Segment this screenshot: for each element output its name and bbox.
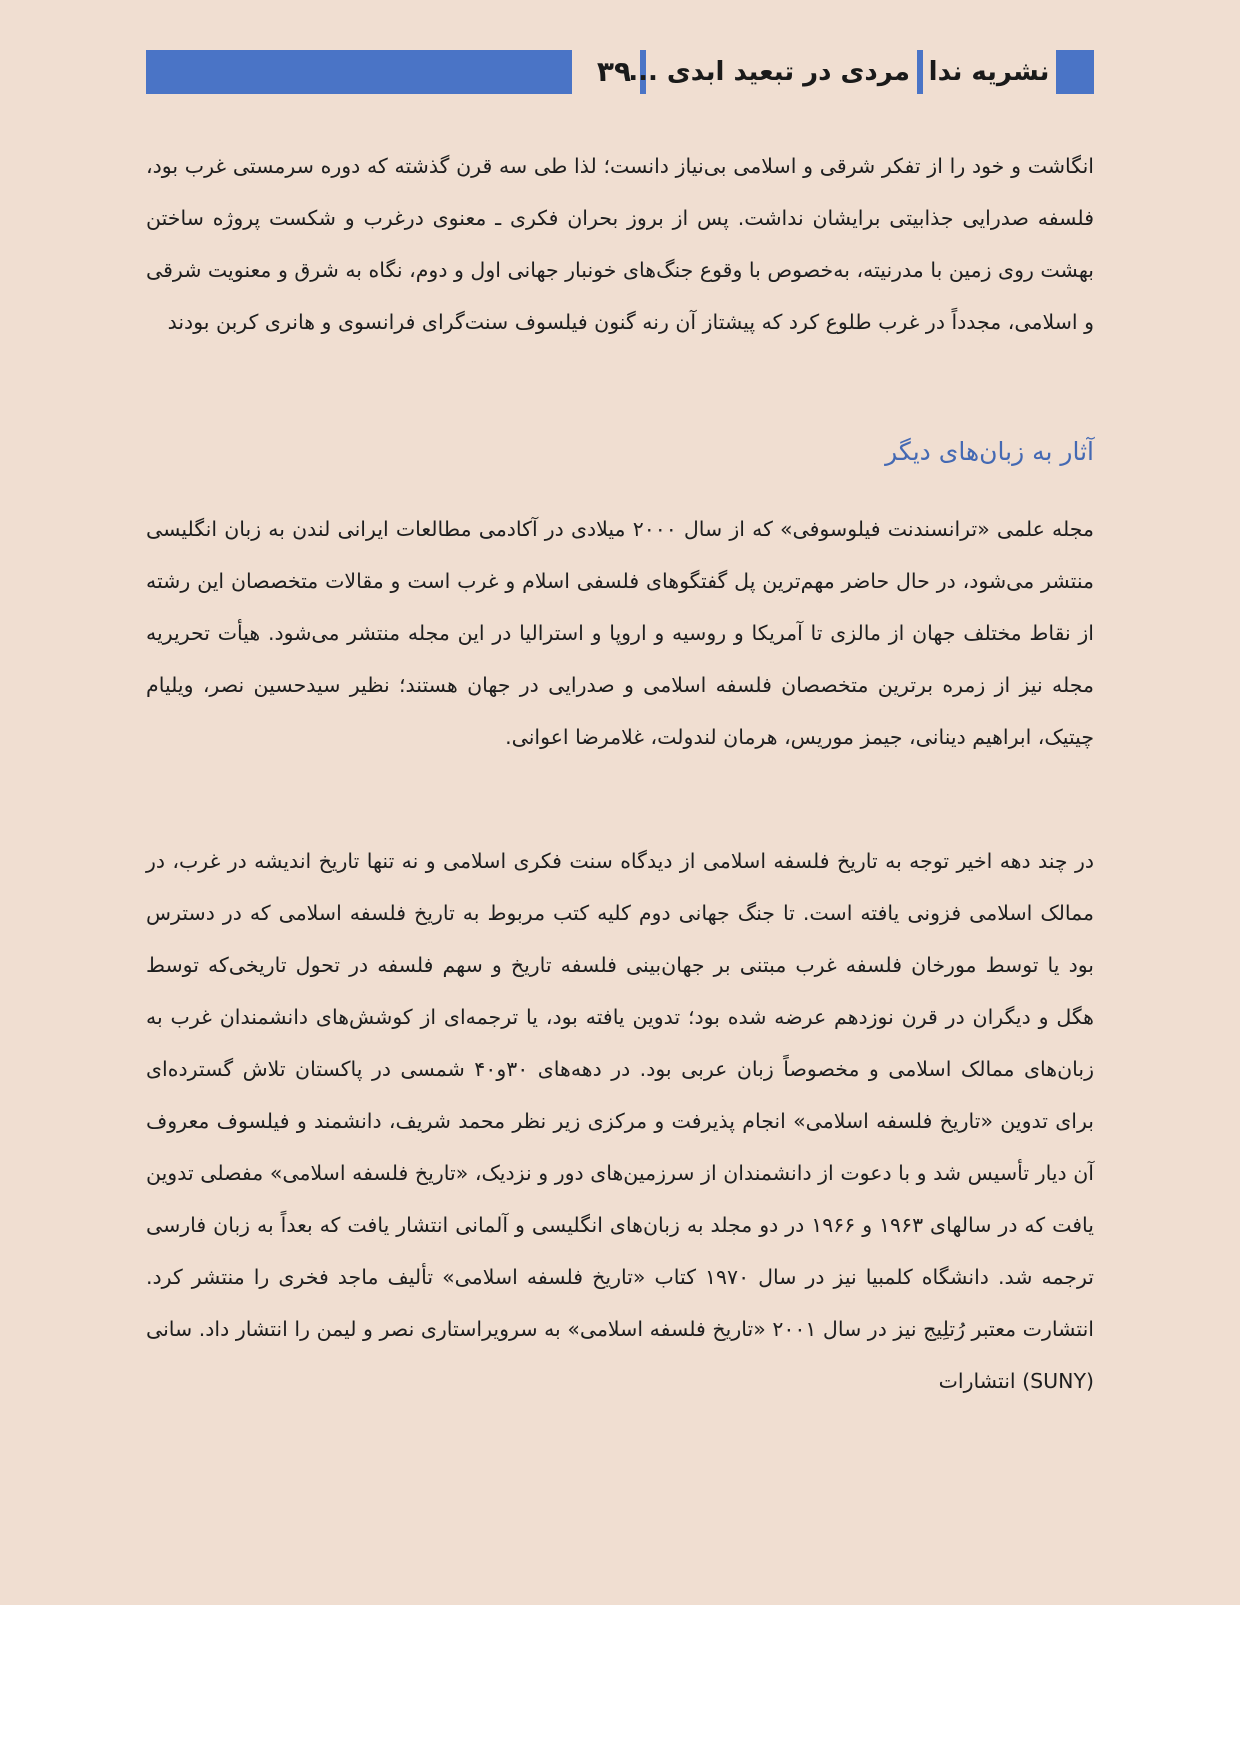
body-paragraph: در چند دهه اخیر توجه به تاریخ فلسفه اسلامی از دیدگاه سنت فکری اسلامی و نه تنها تاریخ اندیشه در غرب، در ممالک اسلامی فزونی یافته است. تا جنگ جهانی دوم کلیه کتب مربوط به تاریخ فلسفه اسلامی که در دسترس بود یا توسط مورخان فلسفه غرب مبتنی بر جهان‌بینی فلسفه تاریخ و سهم فلسفه در تحول تاریخی‌که توسط هگل و دیگران در قرن نوزدهم عرضه شده بود؛ تدوین یافته بود، یا ترجمه‌ای از کوشش‌های دانشمندان غرب به زبان‌های ممالک اسلامی و مخصوصاً زبان عربی بود. در دهه‌های ۳۰و۴۰ شمسی در پاکستان تلاش گسترده‌ای برای تدوین «تاریخ فلسفه اسلامی» انجام پذیرفت و مرکزی زیر نظر محمد شریف، دانشمند و فیلسوف معروف آن دیار تأسیس شد و با دعوت از دانشمندان از سرزمین‌های دور و نزدیک، «تاریخ فلسفه اسلامی» مفصلی تدوین یافت که در سالهای ۱۹۶۳ و ۱۹۶۶ در دو مجلد به زبان‌های انگلیسی و آلمانی انتشار یافت که بعداً به زبان فارسی ترجمه شد. دانشگاه کلمبیا نیز در سال ۱۹۷۰ کتاب «تاریخ فلسفه اسلامی» تألیف ماجد فخری را منتشر کرد. انتشارت معتبر رُتلِیج نیز در سال ۲۰۰۱ «تاریخ فلسفه اسلامی» به سرویراستاری نصر و لیمن را انتشار داد. سانی (SUNY) انتشارات xyxy=(146,849,1094,1393)
body-paragraph: انگاشت و خود را از تفکر شرقی و اسلامی بی‌نیاز دانست؛ لذا طی سه قرن گذشته که دوره سرمستی غرب بود، فلسفه صدرایی جذابیتی برایشان نداشت. پس از بروز بحران فکری ـ معنوی درغرب و شکست پروژه ساختن بهشت روی زمین با مدرنیته، به‌خصوص با وقوع جنگ‌های خونبار جهانی اول و دوم، نگاه به شرق و معنویت شرقی و اسلامی، مجدداً در غرب طلوع کرد که پیشتاز آن رنه گنون فیلسوف سنت‌گرای فرانسوی و هانری کربن بودند xyxy=(146,154,1094,334)
body-paragraph: مجله علمی «ترانسندنت فیلوسوفی» که از سال ۲۰۰۰ میلادی در آکادمی مطالعات ایرانی لندن به زبان انگلیسی منتشر می‌شود، در حال حاضر مهم‌ترین پل گفتگوهای فلسفی اسلام و غرب است و مقالات متخصصان این رشته از نقاط مختلف جهان از مالزی تا آمریکا و روسیه و اروپا و استرالیا در این مجله منتشر می‌شود. هیأت تحریریه مجله نیز از زمره برترین متخصصان فلسفه اسلامی و صدرایی در جهان هستند؛ نظیر سیدحسین نصر، ویلیام چیتیک، ابراهیم دینانی، جیمز موریس، هرمان لندولت، غلامرضا اعوانی. xyxy=(146,517,1094,749)
article-title: مردی در تبعید ابدی ... xyxy=(628,57,910,87)
header-color-bar xyxy=(146,50,572,94)
page-number: ۳۹ xyxy=(596,55,632,88)
header-separator xyxy=(917,50,923,94)
header-color-tab xyxy=(1056,50,1094,94)
section-heading: آثار به زبان‌های دیگر xyxy=(885,437,1094,466)
publication-name: نشریه ندا xyxy=(928,57,1050,87)
